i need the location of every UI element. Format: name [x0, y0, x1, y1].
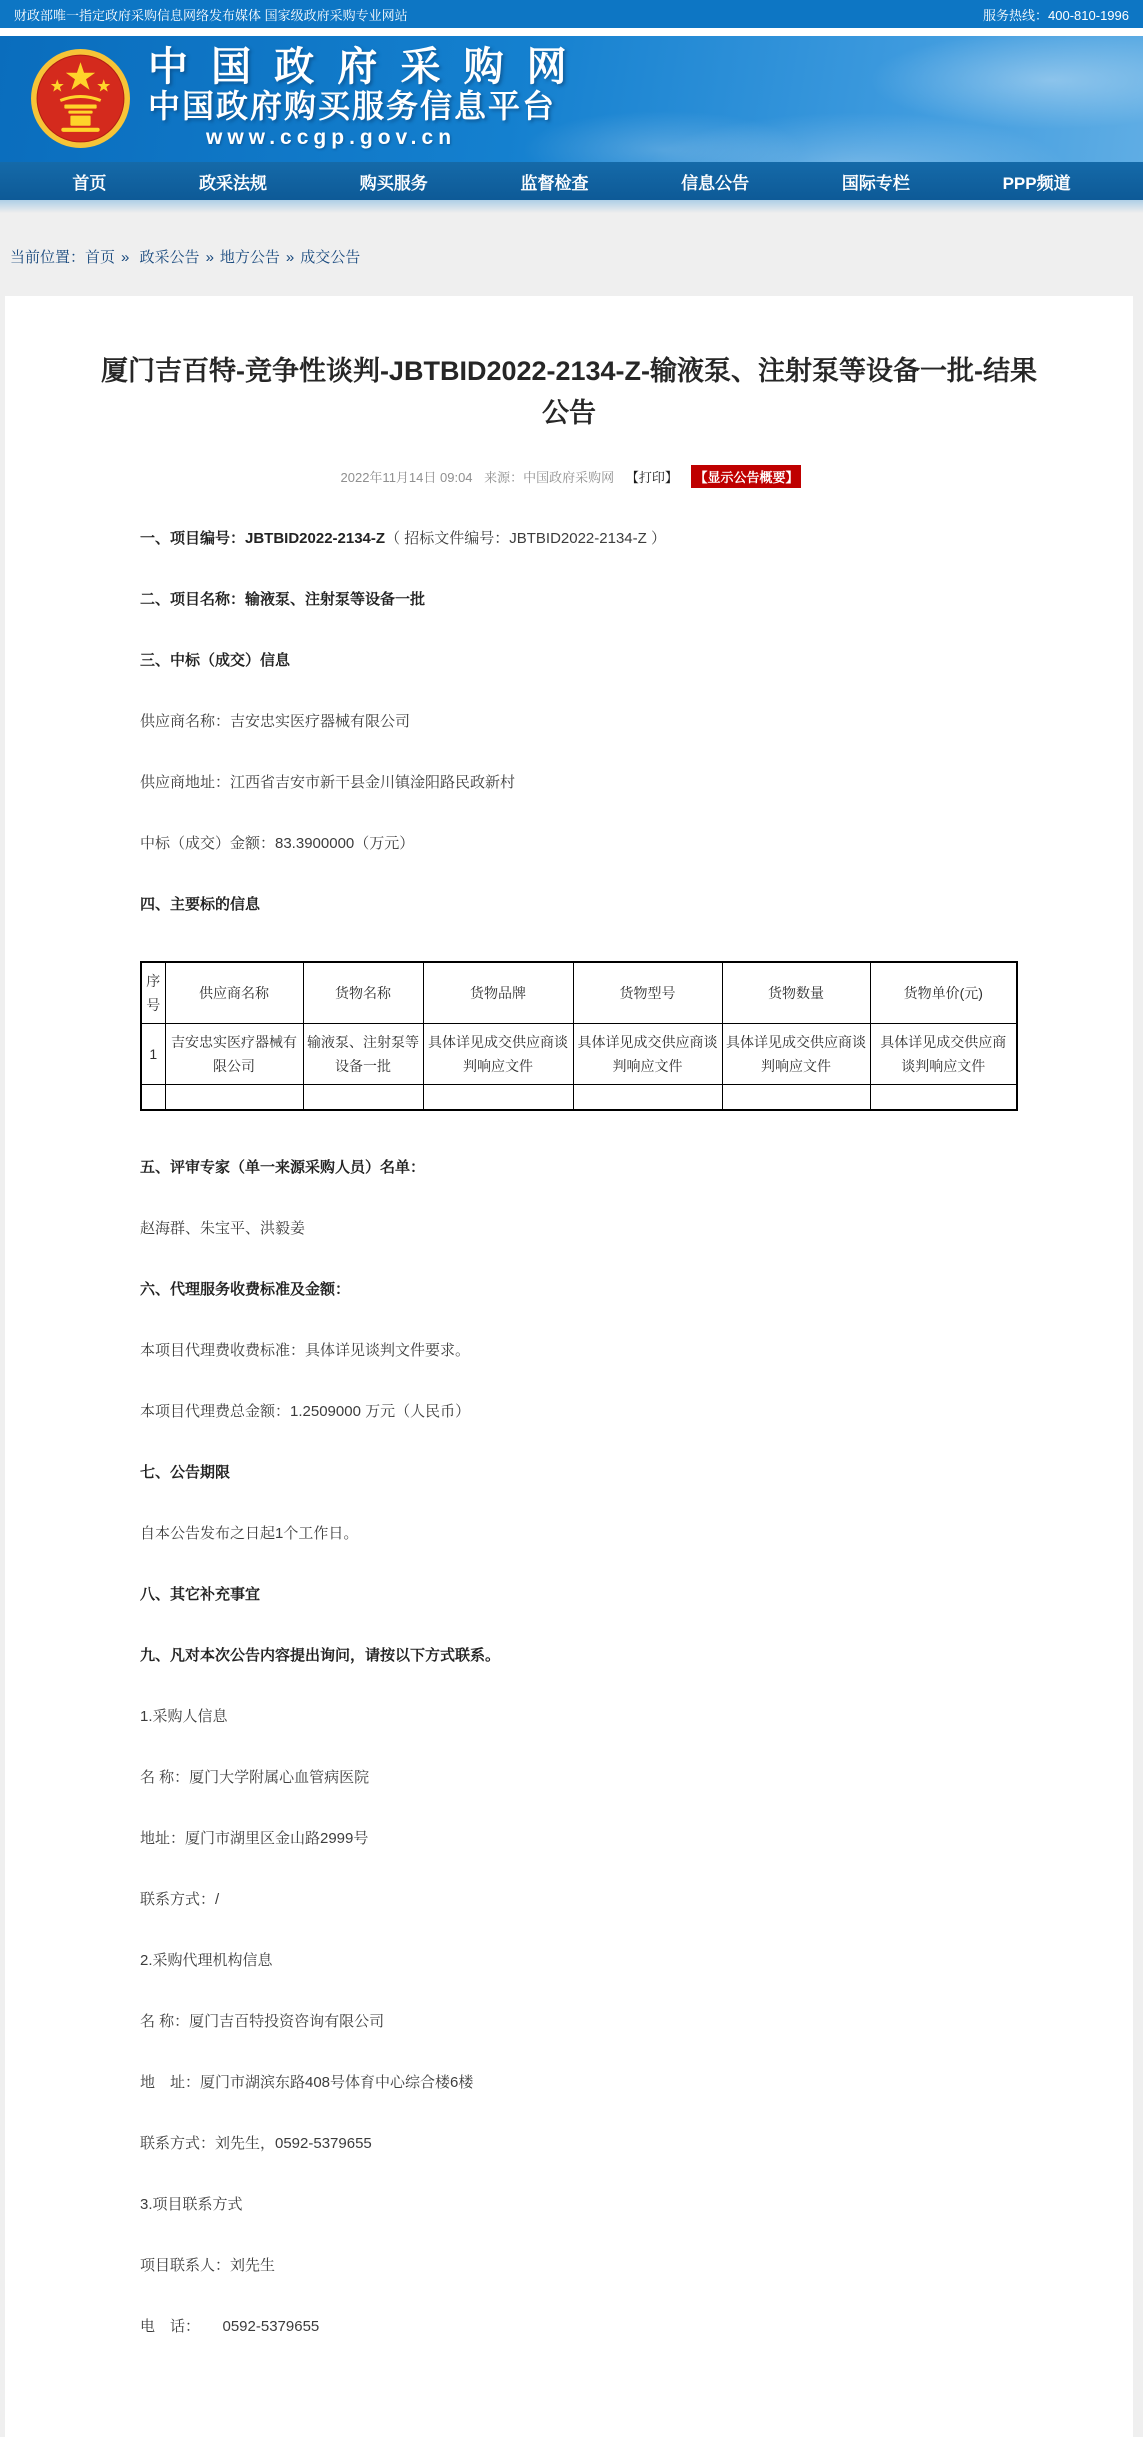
paragraph-text: 项目联系人：刘先生: [140, 2257, 276, 2275]
article-paragraph: [140, 1157, 998, 1178]
national-emblem-icon: [30, 48, 131, 149]
site-url: www.ccgp.gov.cn: [206, 125, 457, 149]
table-row: [141, 1023, 1017, 1084]
article-paragraph: [140, 1523, 998, 1544]
table-header-cell: 货物型号: [573, 962, 722, 1024]
table-header-cell: 供应商名称: [165, 962, 303, 1024]
table-cell: 具体详见成交供应商谈判响应文件: [870, 1023, 1017, 1084]
table-cell: [165, 1084, 303, 1110]
breadcrumb-link-deal-notices[interactable]: 成交公告: [300, 249, 361, 266]
paragraph-bold-text: 四、主要标的信息: [140, 895, 261, 913]
article-paragraph: [140, 711, 998, 732]
table-cell: 输液泵、注射泵等设备一批: [303, 1023, 423, 1084]
paragraph-bold-text: 八、其它补充事宜: [140, 1586, 261, 1604]
table-cell: [722, 1084, 870, 1110]
paragraph-text: 本项目代理费收费标准：具体详见谈判文件要求。: [140, 1342, 471, 1360]
article-paragraph: [140, 1462, 998, 1483]
table-cell: 具体详见成交供应商谈判响应文件: [573, 1023, 722, 1084]
top-utility-bar: [0, 0, 1143, 28]
table-cell: [870, 1084, 1017, 1110]
article-paragraph: [140, 1340, 998, 1361]
nav-item-ppp[interactable]: PPP频道: [1002, 173, 1071, 193]
article-paragraph: [140, 2194, 998, 2215]
paragraph-bold-text: 五、评审专家（单一来源采购人员）名单：: [140, 1159, 426, 1177]
article-paragraph: [140, 1218, 998, 1239]
nav-item-supervision[interactable]: 监督检查: [520, 173, 589, 193]
paragraph-text: 中标（成交）金额：83.3900000（万元）: [140, 834, 415, 852]
paragraph-bold-text: 六、代理服务收费标准及金额：: [140, 1281, 351, 1299]
article-paragraph: [140, 528, 998, 549]
nav-item-regulations[interactable]: 政采法规: [199, 173, 268, 193]
article-paragraph: [140, 2255, 998, 2276]
nav-item-international[interactable]: 国际专栏: [841, 173, 910, 193]
article-paragraph: [140, 833, 998, 854]
article-paragraph: [140, 1889, 998, 1910]
table-header-cell: 货物品牌: [423, 962, 573, 1024]
paragraph-text: 供应商名称：吉安忠实医疗器械有限公司: [140, 712, 411, 730]
article-paragraph: [140, 1767, 998, 1788]
article-paragraph: [140, 1279, 998, 1300]
paragraph-text: 联系方式：/: [140, 1891, 220, 1909]
breadcrumb-separator: »: [205, 249, 214, 266]
article-paragraph: [140, 1828, 998, 1849]
paragraph-text: 名 称：厦门大学附属心血管病医院: [140, 1769, 370, 1787]
site-title: 中 国 政 府 采 购 网: [148, 45, 573, 89]
article-paragraph: [140, 2316, 998, 2337]
paragraph-text: 本项目代理费总金额：1.2509000 万元（人民币）: [140, 1403, 471, 1421]
paragraph-text: 地 址：厦门市湖滨东路408号体育中心综合楼6楼: [140, 2074, 474, 2092]
publish-datetime: 2022年11月14日 09:04: [340, 469, 473, 485]
table-cell: [303, 1084, 423, 1110]
article-paragraph: [140, 1584, 998, 1605]
breadcrumb-separator: »: [285, 249, 295, 266]
article-source: 来源：中国政府采购网: [484, 469, 615, 485]
show-summary-button[interactable]: 【显示公告概要】: [691, 465, 801, 488]
paragraph-text: 地址：厦门市湖里区金山路2999号: [140, 1830, 369, 1848]
article-paragraph: [140, 589, 998, 610]
table-cell: [423, 1084, 573, 1110]
paragraph-text: 2.采购代理机构信息: [140, 1952, 273, 1970]
page-title: 厦门吉百特-竞争性谈判-JBTBID2022-2134-Z-输液泵、注射泵等设备一批-结果公告: [100, 356, 1038, 428]
article-paragraph: [140, 1645, 998, 1666]
article-meta: [5, 465, 1133, 488]
table-empty-row: [141, 1084, 1017, 1110]
article-body: [140, 528, 1007, 2338]
nav-item-home[interactable]: 首页: [72, 173, 107, 193]
table-cell: 1: [141, 1023, 165, 1084]
article-paragraph: [140, 2011, 998, 2032]
article-paragraph: [140, 772, 998, 793]
site-subtitle: 中国政府购买服务信息平台: [148, 88, 557, 124]
article-paragraph: [140, 1401, 998, 1422]
print-button[interactable]: 【打印】: [625, 469, 678, 485]
paragraph-text: 供应商地址：江西省吉安市新干县金川镇淦阳路民政新村: [140, 773, 516, 791]
article-paragraph: [140, 650, 998, 671]
table-header-cell: 货物单价(元): [870, 962, 1017, 1024]
table-cell: 吉安忠实医疗器械有限公司: [165, 1023, 303, 1084]
breadcrumb-link-local-notices[interactable]: 地方公告: [219, 249, 280, 266]
paragraph-text: 3.项目联系方式: [140, 2196, 243, 2214]
paragraph-bold-text: 九、凡对本次公告内容提出询问，请按以下方式联系。: [140, 1647, 501, 1665]
paragraph-text: 名 称：厦门吉百特投资咨询有限公司: [140, 2013, 385, 2031]
table-cell: [573, 1084, 722, 1110]
paragraph-text: 1.采购人信息: [140, 1708, 228, 1726]
site-slogan: 财政部唯一指定政府采购信息网络发布媒体 国家级政府采购专业网站: [14, 7, 408, 23]
paragraph-bold-text: 三、中标（成交）信息: [140, 651, 291, 669]
paragraph-bold-text: 七、公告期限: [140, 1464, 231, 1482]
paragraph-text: 电 话： 0592-5379655: [140, 2318, 320, 2336]
table-header-cell: 货物名称: [303, 962, 423, 1024]
paragraph-text: （ 招标文件编号：JBTBID2022-2134-Z ）: [385, 529, 666, 547]
main-nav: [0, 162, 1143, 200]
paragraph-bold-text: 二、项目名称：输液泵、注射泵等设备一批: [140, 590, 426, 608]
breadcrumb-separator: »: [121, 249, 130, 266]
article-paragraph: [140, 1950, 998, 1971]
table-cell: 具体详见成交供应商谈判响应文件: [722, 1023, 870, 1084]
breadcrumb-link-home[interactable]: 首页: [85, 249, 116, 266]
top-gap: [0, 28, 1143, 36]
breadcrumb-link-procurement-notices[interactable]: 政采公告: [139, 249, 200, 266]
site-banner: [0, 36, 1143, 162]
paragraph-text: 赵海群、朱宝平、洪毅姜: [140, 1220, 306, 1238]
breadcrumb-label: 当前位置：: [10, 249, 86, 266]
article-paragraph: [140, 1706, 998, 1727]
article-paragraph: [140, 2133, 998, 2154]
service-hotline: 服务热线：400-810-1996: [983, 7, 1129, 23]
paragraph-bold-text: 一、项目编号：JBTBID2022-2134-Z: [140, 529, 386, 547]
paragraph-text: 自本公告发布之日起1个工作日。: [140, 1525, 359, 1543]
table-cell: 具体详见成交供应商谈判响应文件: [423, 1023, 573, 1084]
nav-item-purchase-services[interactable]: 购买服务: [359, 173, 428, 193]
goods-table: [140, 961, 1018, 1112]
article-paragraph: [140, 894, 998, 915]
nav-fade-divider: [0, 200, 1143, 213]
paragraph-text: 联系方式：刘先生，0592-5379655: [140, 2135, 372, 2153]
breadcrumb: [0, 213, 1143, 296]
article-paragraph: [140, 2072, 998, 2093]
table-cell: [141, 1084, 165, 1110]
table-header-cell: 序号: [141, 962, 165, 1024]
announcement-page: [5, 296, 1133, 2437]
nav-item-announcements[interactable]: 信息公告: [681, 173, 750, 193]
table-header-cell: 货物数量: [722, 962, 870, 1024]
